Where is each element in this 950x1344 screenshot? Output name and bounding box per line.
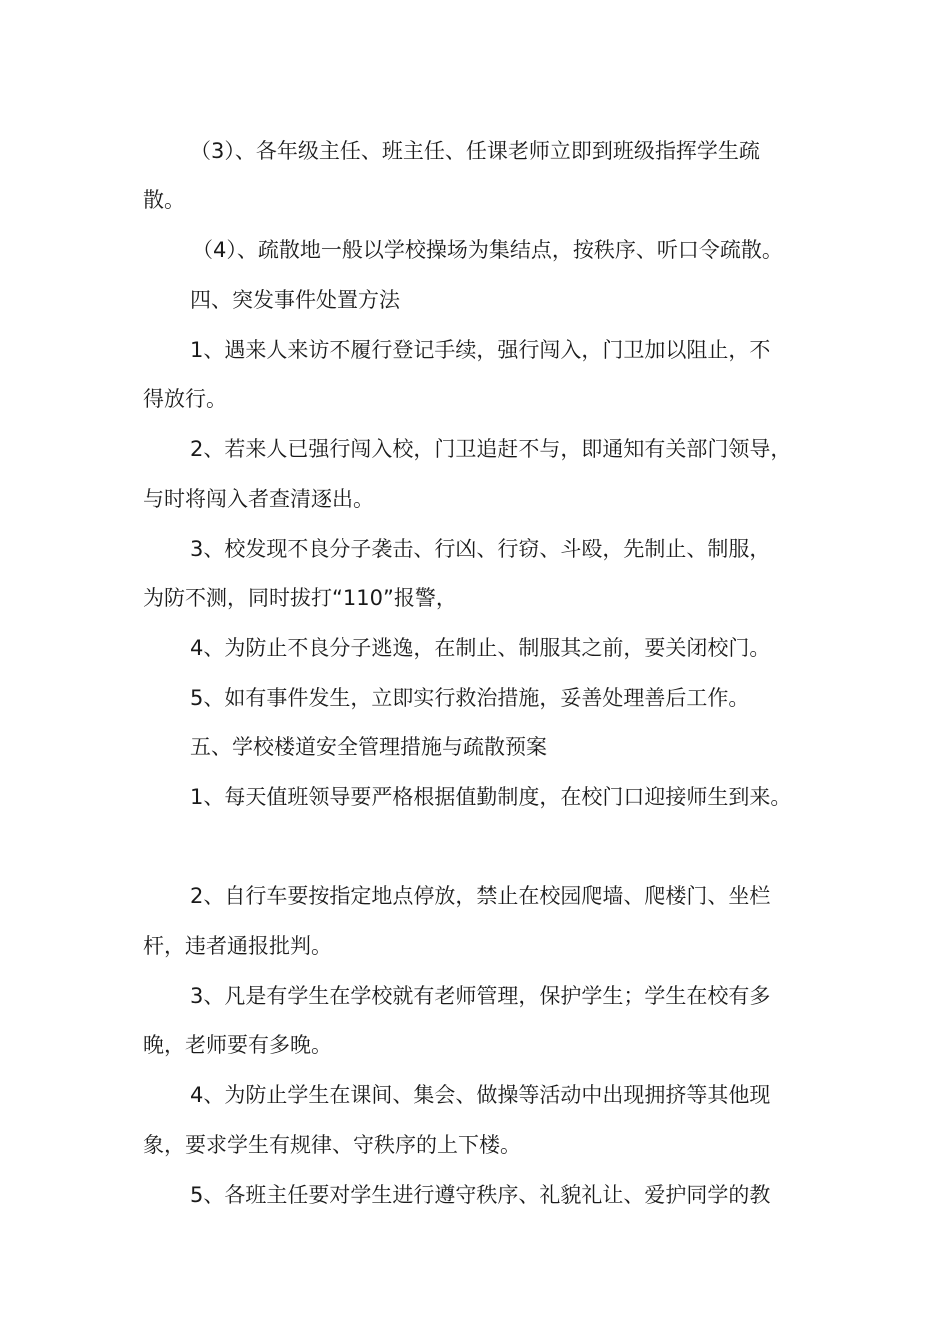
paragraph-line: 与时将闯入者查清逐出。: [143, 487, 374, 511]
section-heading: 五、学校楼道安全管理措施与疏散预案: [190, 735, 547, 759]
paragraph-line: 得放行。: [143, 387, 227, 411]
paragraph-line: 为防不测，同时拔打“110”报警，: [143, 586, 457, 610]
paragraph-line: 晚，老师要有多晚。: [143, 1033, 332, 1057]
paragraph-line: 2、若来人已强行闯入校，门卫追赶不与，即通知有关部门领导，: [190, 437, 792, 461]
paragraph-line: 2、自行车要按指定地点停放，禁止在校园爬墙、爬楼门、坐栏: [190, 884, 771, 908]
paragraph-line: （3）、各年级主任、班主任、任课老师立即到班级指挥学生疏: [190, 139, 760, 163]
paragraph-line: 象，要求学生有规律、守秩序的上下楼。: [143, 1133, 521, 1157]
paragraph-line: 3、凡是有学生在学校就有老师管理，保护学生；学生在校有多: [190, 984, 771, 1008]
paragraph-line: 5、各班主任要对学生进行遵守秩序、礼貌礼让、爱护同学的教: [190, 1183, 771, 1207]
paragraph-line: 4、为防止不良分子逃逸，在制止、制服其之前，要关闭校门。: [190, 636, 771, 660]
paragraph-line: 1、遇来人来访不履行登记手续，强行闯入，门卫加以阻止，不: [190, 338, 771, 362]
paragraph-line: （4）、疏散地一般以学校操场为集结点，按秩序、听口令疏散。: [192, 238, 783, 262]
paragraph-line: 1、每天值班领导要严格根据值勤制度，在校门口迎接师生到来。: [190, 785, 792, 809]
paragraph-line: 5、如有事件发生，立即实行救治措施，妥善处理善后工作。: [190, 686, 750, 710]
paragraph-line: 4、为防止学生在课间、集会、做操等活动中出现拥挤等其他现: [190, 1083, 771, 1107]
paragraph-line: 散。: [143, 188, 185, 212]
paragraph-line: 3、校发现不良分子袭击、行凶、行窃、斗殴，先制止、制服，: [190, 537, 771, 561]
paragraph-line: 杆，违者通报批判。: [143, 934, 332, 958]
section-heading: 四、突发事件处置方法: [190, 288, 400, 312]
